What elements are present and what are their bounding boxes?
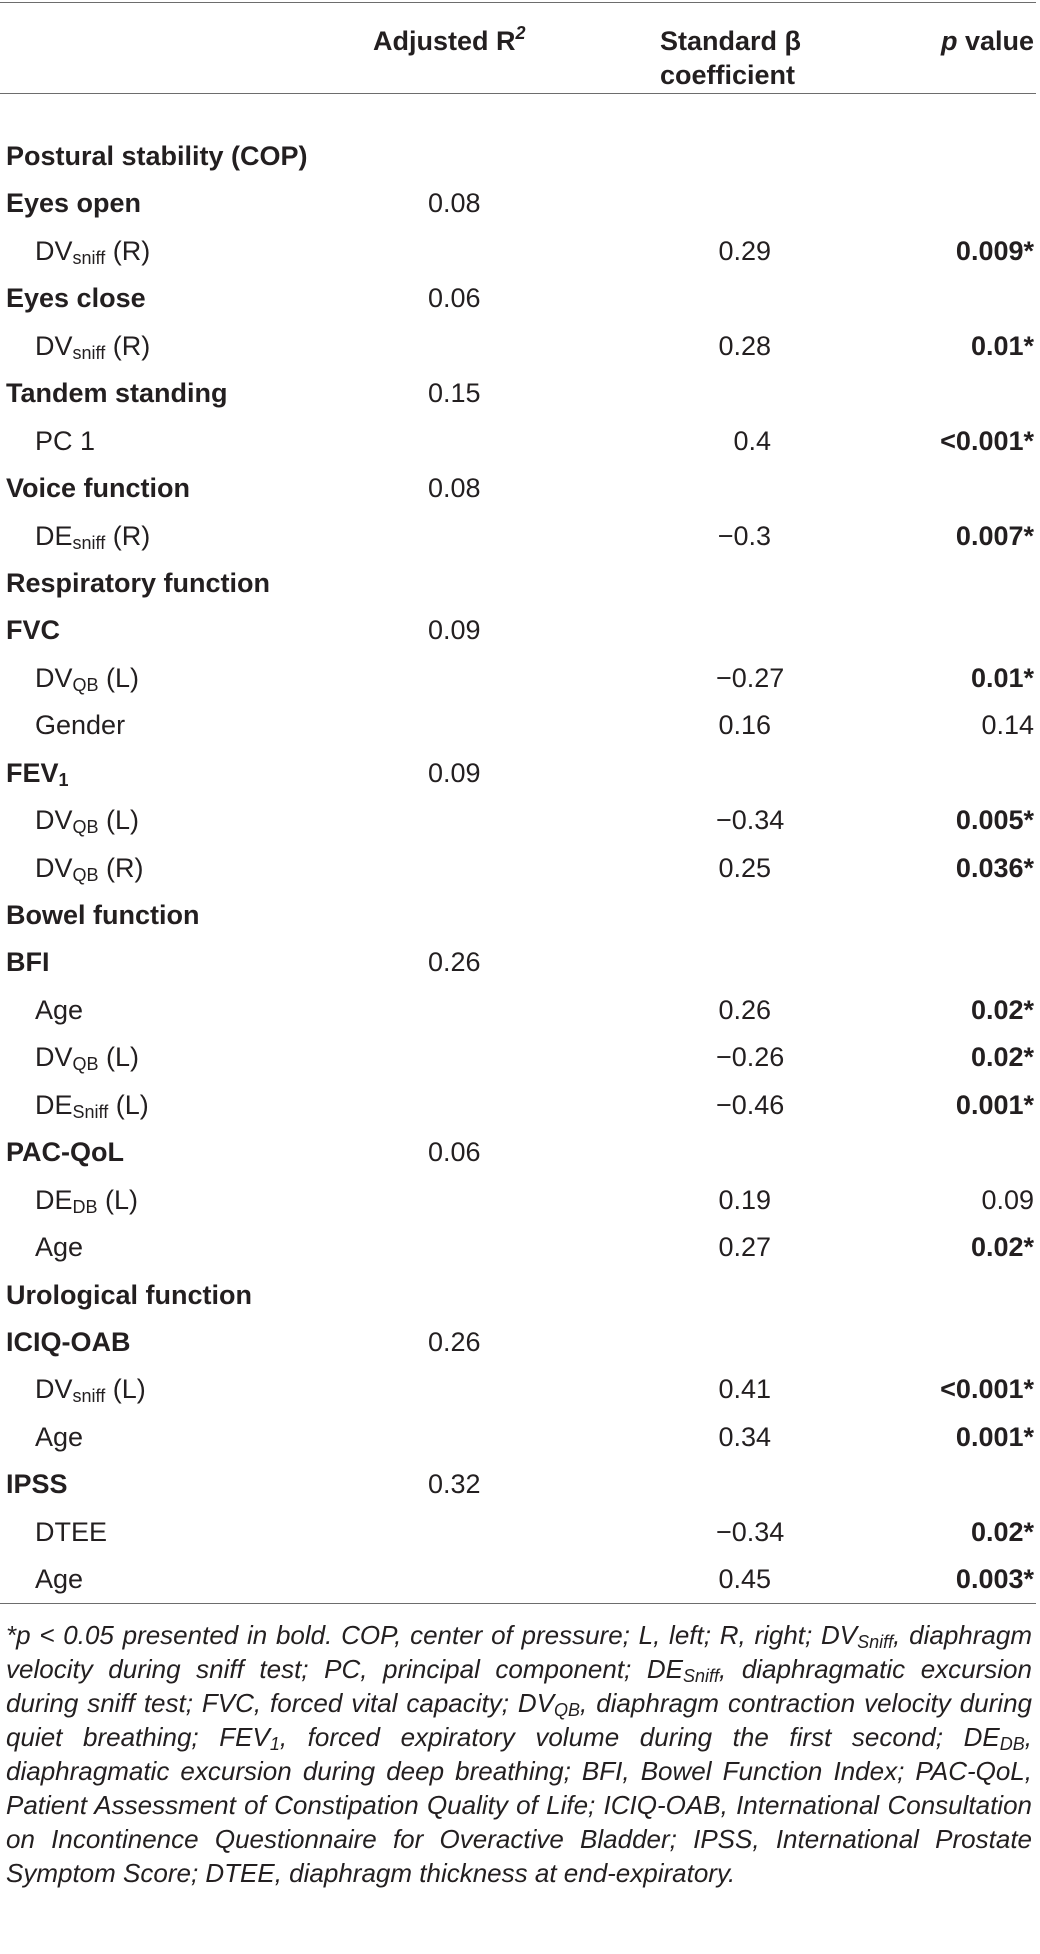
- beta-value: 0.34: [718, 1421, 771, 1452]
- p-value: 0.001*: [955, 1089, 1034, 1120]
- adjusted-r2-value: 0.26: [428, 1326, 481, 1357]
- footnote-subscript: Sniff: [682, 1666, 720, 1686]
- predictor-label: Age: [35, 994, 84, 1025]
- outcome-label: Eyes close: [6, 283, 146, 314]
- footnote-text: , diaphragm velocity during sniff test; PC, principal component; DE: [6, 1620, 1032, 1684]
- p-value: 0.005*: [955, 805, 1034, 836]
- footnote-subscript: 1: [269, 1734, 280, 1754]
- beta-value: −0.26: [716, 1042, 785, 1073]
- adjusted-r2-value: 0.08: [428, 188, 481, 219]
- predictor-label: $DV_{QB}$ (R): [35, 852, 144, 885]
- header-adjusted-r2: Adjusted $R^2$: [373, 23, 526, 56]
- table-row: [0, 702, 1040, 749]
- predictor-label: $DE_{DB}$ (L): [35, 1184, 139, 1217]
- table-row: [0, 1509, 1040, 1556]
- beta-value: 0.29: [718, 235, 771, 266]
- p-value: 0.007*: [955, 520, 1034, 551]
- p-value: 0.14: [981, 710, 1034, 741]
- section-label: Bowel function: [6, 900, 200, 930]
- table-row: [0, 370, 1040, 417]
- beta-value: 0.27: [718, 1232, 771, 1263]
- table-row: [0, 465, 1040, 512]
- adjusted-r2-value: 0.08: [428, 473, 481, 504]
- p-value: 0.02*: [970, 1232, 1034, 1263]
- table-row: [0, 560, 1040, 607]
- section-label: Postural stability (COP): [6, 141, 308, 171]
- table-row: [0, 1556, 1040, 1603]
- predictor-label: $DV_{QB}$ (L): [35, 1042, 140, 1075]
- adjusted-r2-value: 0.06: [428, 283, 481, 314]
- top-rule: [0, 2, 1036, 3]
- table-row: [0, 1177, 1040, 1224]
- outcome-label: Voice function: [6, 473, 191, 504]
- footnote-text: , diaphragm contraction velocity during quiet breathing; FEV: [6, 1688, 1032, 1752]
- footnote-subscript: DB: [999, 1734, 1025, 1754]
- table-row: [0, 133, 1040, 180]
- adjusted-r2-value: 0.09: [428, 615, 481, 646]
- table-row: [0, 892, 1040, 939]
- predictor-label: $DV_{sniff}$ (R): [35, 330, 151, 363]
- beta-value: −0.34: [716, 805, 785, 836]
- adjusted-r2-value: 0.09: [428, 757, 481, 788]
- predictor-label: $DV_{QB}$ (L): [35, 662, 140, 695]
- p-value: 0.02*: [970, 994, 1034, 1025]
- header-p-value: p value: [940, 26, 1034, 56]
- footnote-text: *p < 0.05 presented in bold. COP, center of pressure; L, left; R, right; DV: [6, 1620, 858, 1650]
- p-value: 0.09: [981, 1184, 1034, 1215]
- predictor-label: PC 1: [35, 425, 96, 456]
- table-footnote: [6, 1618, 1032, 1890]
- beta-value: −0.3: [717, 520, 771, 551]
- p-value: 0.01*: [970, 662, 1034, 693]
- table-row: [0, 655, 1040, 702]
- footnote-text: , diaphragmatic excursion during sniff test; FVC, forced vital capacity; DV: [6, 1654, 1032, 1718]
- table-row: [0, 845, 1040, 892]
- beta-value: −0.27: [716, 662, 785, 693]
- footnote-subscript: QB: [554, 1700, 581, 1720]
- p-value: 0.02*: [970, 1516, 1034, 1547]
- table-row: [0, 513, 1040, 560]
- table-row: [0, 1082, 1040, 1129]
- beta-value: 0.41: [718, 1374, 771, 1405]
- p-value: <0.001*: [940, 1374, 1034, 1405]
- beta-value: −0.34: [716, 1516, 785, 1547]
- outcome-label: IPSS: [6, 1469, 68, 1500]
- footnote-subscript: Sniff: [857, 1632, 894, 1652]
- bottom-rule: [0, 1603, 1036, 1604]
- table-row: [0, 275, 1040, 322]
- p-value: 0.01*: [970, 330, 1034, 361]
- table-row: [0, 797, 1040, 844]
- predictor-label: Age: [35, 1564, 84, 1595]
- predictor-label: $DE_{sniff}$ (R): [35, 520, 151, 553]
- header-standard-beta: Standard β coefficient: [660, 26, 801, 90]
- p-value: <0.001*: [940, 425, 1034, 456]
- table-row: [0, 1034, 1040, 1081]
- table-row: [0, 1319, 1040, 1366]
- table-row: [0, 1129, 1040, 1176]
- outcome-label: ICIQ-OAB: [6, 1326, 131, 1357]
- beta-value: 0.19: [718, 1184, 771, 1215]
- table-row: [0, 418, 1040, 465]
- p-value: 0.009*: [955, 235, 1034, 266]
- beta-value: 0.45: [718, 1564, 771, 1595]
- outcome-label: $FEV_1$: [6, 757, 69, 790]
- outcome-label: PAC-QoL: [6, 1137, 124, 1168]
- predictor-label: $DV_{sniff}$ (R): [35, 235, 151, 268]
- p-value: 0.036*: [955, 852, 1034, 883]
- adjusted-r2-value: 0.15: [428, 378, 481, 409]
- beta-value: 0.4: [733, 425, 771, 456]
- predictor-label: Age: [35, 1421, 84, 1452]
- adjusted-r2-value: 0.32: [428, 1469, 481, 1500]
- adjusted-r2-value: 0.26: [428, 947, 481, 978]
- table-body: [0, 133, 1040, 1604]
- footnote-text: , diaphragmatic excursion during deep breathing; BFI, Bowel Function Index; PAC-QoL, Patient Assessment of Constipation Quality of Life; ICIQ-OAB, International Consultation on Incontinence Questionnaire for Overactive Bladder; IPSS, International Prostate Symptom Score; DTEE, diaphragm thickness at end-expiratory.: [6, 1722, 1032, 1888]
- predictor-label: $DE_{Sniff}$ (L): [35, 1089, 149, 1122]
- table-row: [0, 987, 1040, 1034]
- footnote-text: , forced expiratory volume during the first second; DE: [279, 1722, 1000, 1752]
- table-row: [0, 323, 1040, 370]
- beta-value: 0.16: [718, 710, 771, 741]
- table-row: [0, 1224, 1040, 1271]
- p-value: 0.02*: [970, 1042, 1034, 1073]
- table-row: [0, 1366, 1040, 1413]
- outcome-label: Eyes open: [6, 188, 142, 219]
- predictor-label: Age: [35, 1232, 84, 1263]
- table-row: [0, 750, 1040, 797]
- section-label: Respiratory function: [6, 567, 271, 598]
- predictor-label: $DV_{sniff}$ (L): [35, 1374, 146, 1407]
- predictor-label: Gender: [35, 710, 126, 741]
- table-row: [0, 180, 1040, 227]
- p-value: 0.003*: [955, 1564, 1034, 1595]
- table-row: [0, 1461, 1040, 1508]
- outcome-label: FVC: [6, 615, 60, 646]
- predictor-label: DTEE: [35, 1516, 108, 1547]
- table-row: [0, 1414, 1040, 1461]
- adjusted-r2-value: 0.06: [428, 1137, 481, 1168]
- header-rule: [0, 93, 1036, 94]
- table-row: [0, 228, 1040, 275]
- outcome-label: BFI: [6, 947, 50, 978]
- predictor-label: $DV_{QB}$ (L): [35, 805, 140, 838]
- table-row: [0, 607, 1040, 654]
- beta-value: 0.25: [718, 852, 771, 883]
- beta-value: −0.46: [716, 1089, 785, 1120]
- section-label: Urological function: [6, 1279, 252, 1310]
- outcome-label: Tandem standing: [6, 378, 228, 409]
- p-value: 0.001*: [955, 1421, 1034, 1452]
- table-row: [0, 1272, 1040, 1319]
- table-row: [0, 939, 1040, 986]
- beta-value: 0.28: [718, 330, 771, 361]
- beta-value: 0.26: [718, 994, 771, 1025]
